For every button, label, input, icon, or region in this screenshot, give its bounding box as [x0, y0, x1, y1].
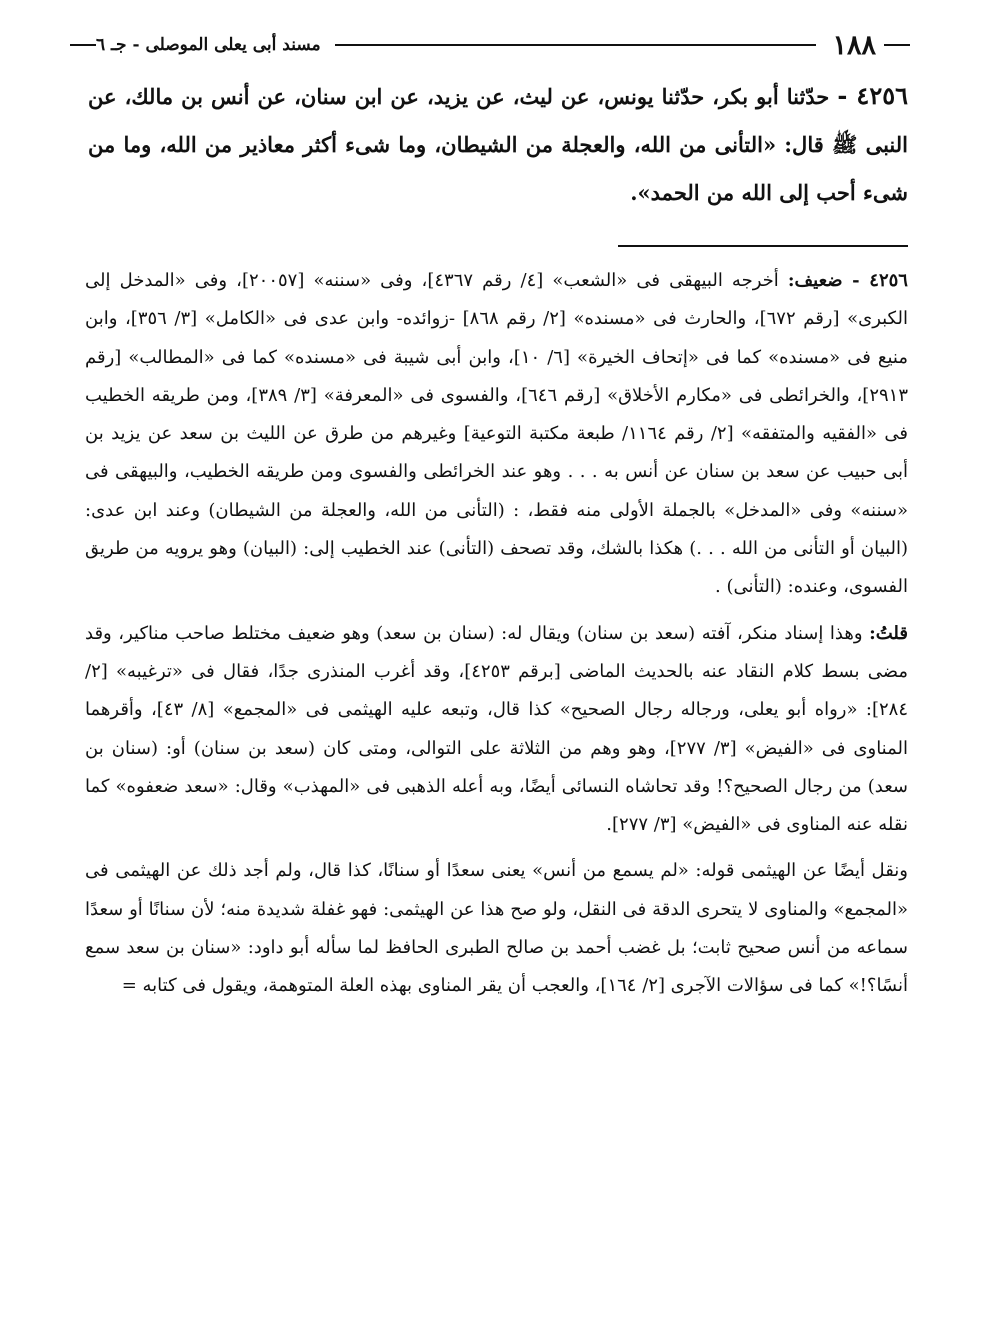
header-dash	[884, 44, 910, 46]
header-rule	[335, 44, 817, 46]
page-number: ١٨٨	[832, 29, 876, 61]
running-title: مسند أبى يعلى الموصلى - جـ ٦	[96, 35, 321, 55]
hadith-closing: ».	[630, 180, 651, 205]
page-header	[70, 28, 910, 62]
footnotes	[85, 262, 908, 1014]
comment-text: وهذا إسناد منكر، آفته (سعد بن سنان) ويقال له: (سنان بن سعد) وهو ضعيف مختلط صاحب مناكير، وقد مضى بسط كلام النقاد عنه بالحديث الماضى [برقم ٤٢٥٣]، وقد أغرب المنذرى جدًا، فقال فى «ترغيبه» [٢/ ٢٨٤]: «رواه أبو يعلى، ورجاله رجال الصحيح» كذا قال، وتبعه عليه الهيثمى فى «المجمع» [٨/ ٤٣]، وأقرهما المناوى فى «الفيض» [٣/ ٢٧٧]، وهو وهم من الثلاثة على التوالى، ومتى كان (سعد بن سنان) أو: (سنان بن سعد) من رجال الصحيح؟! وقد تحاشاه النسائى أيضًا، وبه أعله الذهبى فى «المهذب» وقال: «سعد ضعفوه» كما نقله عنه المناوى فى «الفيض» [٣/ ٢٧٧].	[85, 622, 908, 836]
header-dash	[70, 44, 96, 46]
continuation-paragraph	[85, 852, 908, 1005]
takhrij-text: أخرجه البيهقى فى «الشعب» [٤/ رقم ٤٣٦٧]، وفى «سننه» [٢٠٠٥٧]، وفى «المدخل إلى الكبرى» [رقم ٦٧٢]، والحارث فى «مسنده» [٢/ رقم ٨٦٨] -زوائده- وابن عدى فى «الكامل» [٣/ ٣٥٦]، وابن منيع فى «مسنده» كما فى «إتحاف الخيرة» [٦/ ١٠]، وابن أبى شيبة فى «مسنده» كما فى «المطالب» [رقم ٢٩١٣]، والخرائطى فى «مكارم الأخلاق» [رقم ٦٤٦]، والفسوى فى «المعرفة» [٣/ ٣٨٩]، ومن طريقه الخطيب فى «الفقيه والمتفقه» [٢/ رقم ١١٦٤/ طبعة مكتبة التوعية] وغيرهم من طرق عن الليث بن سعد عن يزيد بن أبى حبيب عن سعد بن سنان عن أنس به . . . وهو عند الخرائطى والفسوى ومن طريقه الخطيب، والبيهقى فى «سننه» وفى «المدخل» بالجملة الأولى منه فقط، : (التأنى من الله، والعجلة من الشيطان) وعند ابن عدى: (البيان أو التأنى من الله . . .) هكذا بالشك، وقد تصحف (التأنى) عند الخطيب إلى: (البيان) وهو يرويه من طريق الفسوى، وعنده: (التأنى) .	[85, 270, 908, 598]
takhrij-label: ٤٢٥٦ - ضعيف:	[787, 270, 908, 291]
comment-label: قلتُ:	[869, 622, 908, 644]
hadith-matn: التأنى من الله، والعجلة من الشيطان، وما شىء أكثر معاذير من الله، وما من شىء أحب إلى الله من الحمد	[88, 132, 908, 205]
hadith-text	[88, 72, 908, 217]
hadith-isnad: حدّثنا أبو بكر، حدّثنا يونس، عن ليث، عن يزيد، عن ابن سنان، عن أنس بن مالك، عن النبى ﷺ قال: «	[88, 84, 908, 157]
hadith-number: ٤٢٥٦ -	[837, 81, 908, 110]
comment-paragraph	[85, 615, 908, 845]
continuation-text: ونقل أيضًا عن الهيثمى قوله: «لم يسمع من أنس» يعنى سعدًا أو سنانًا، كذا قال، ولم أجد ذلك عن الهيثمى فى «المجمع» والمناوى لا يتحرى الدقة فى النقل، ولو صح هذا عن الهيثمى: فهو غفلة شديدة منه؛ لأن سنانًا أو سعدًا سماعه من أنس صحيح ثابت؛ بل غضب أحمد بن صالح الطبرى الحافظ لما سأله أبو داود: «سنان بن سعد سمع أنسًا؟!» كما فى سؤالات الآجرى [٢/ ١٦٤]، والعجب أن يقر المناوى بهذه العلة المتوهمة، ويقول فى كتابه =	[85, 860, 908, 997]
footnote-divider	[618, 245, 908, 247]
takhrij-paragraph	[85, 262, 908, 607]
